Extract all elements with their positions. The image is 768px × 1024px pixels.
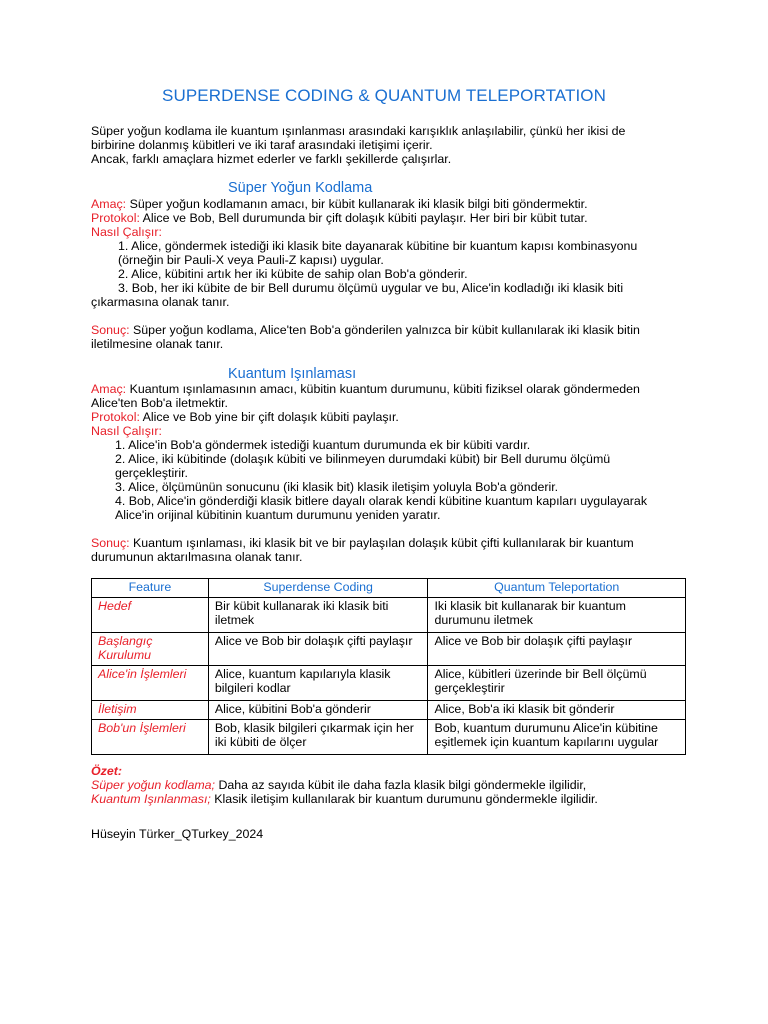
step-text: 1. Alice'in Bob'a göndermek istediği kuantum durumunda ek bir kübiti vardır. — [115, 438, 531, 452]
table-row — [92, 633, 686, 666]
table-cell: Iki klasik bit kullanarak bir kuantum durumunu iletmek — [428, 598, 686, 633]
comparison-table — [91, 578, 686, 755]
step-text: 2. Alice, kübitini artık her iki kübite de sahip olan Bob'a gönderir. — [118, 267, 468, 281]
feature-cell: İletişim — [92, 701, 209, 720]
feature-cell: Hedef — [92, 598, 209, 633]
superdense-step-cont: çıkarmasına olanak tanır. — [91, 295, 230, 309]
intro-line: Süper yoğun kodlama ile kuantum ışınlanması arasındaki karışıklık anlaşılabilir, çünkü her ikisi de — [91, 124, 626, 138]
purpose-text: Alice'ten Bob'a iletmektir. — [91, 396, 228, 410]
author-signature: Hüseyin Türker_QTurkey_2024 — [91, 827, 264, 841]
table-row — [92, 666, 686, 701]
summary-text: Daha az sayıda kübit ile daha fazla klasik bilgi göndermekle ilgilidir, — [215, 778, 587, 792]
protocol-text: Alice ve Bob, Bell durumunda bir çift dolaşık kübiti paylaşır. Her biri bir kübit tutar. — [139, 211, 588, 225]
table-cell: Bob, klasik bilgileri çıkarmak için her iki kübiti de ölçer — [208, 720, 428, 755]
teleport-heading: Kuantum Işınlaması — [228, 366, 357, 382]
teleport-protocol — [91, 410, 691, 424]
teleport-steps — [115, 438, 690, 522]
superdense-purpose — [91, 197, 691, 211]
table-cell: Alice, kübitini Bob'a gönderir — [208, 701, 428, 720]
purpose-text: Süper yoğun kodlamanın amacı, bir kübit kullanarak iki klasik bilgi biti göndermektir. — [126, 197, 588, 211]
table-row — [92, 701, 686, 720]
column-header: Quantum Teleportation — [428, 579, 686, 598]
step-text: (örneğin bir Pauli-X veya Pauli-Z kapısı) uygular. — [118, 253, 384, 267]
column-header: Feature — [92, 579, 209, 598]
table-cell: Alice ve Bob bir dolaşık çifti paylaşır — [208, 633, 428, 666]
table-cell: Alice ve Bob bir dolaşık çifti paylaşır — [428, 633, 686, 666]
result-text: Süper yoğun kodlama, Alice'ten Bob'a gönderilen yalnızca bir kübit kullanılarak iki klasik bitin — [129, 323, 640, 337]
protocol-label: Protokol: — [91, 211, 140, 225]
step-text: 2. Alice, iki kübitinde (dolaşık kübiti ve bilinmeyen durumdaki kübit) bir Bell durumu ölçümü — [115, 452, 611, 466]
table-cell: Bir kübit kullanarak iki klasik biti iletmek — [208, 598, 428, 633]
superdense-step — [118, 239, 688, 295]
table-row — [92, 598, 686, 633]
table-row — [92, 720, 686, 755]
feature-cell: Alice'in İşlemleri — [92, 666, 209, 701]
protocol-text: Alice ve Bob yine bir çift dolaşık kübiti paylaşır. — [139, 410, 399, 424]
teleport-result — [91, 536, 691, 564]
table-cell: Alice, kuantum kapılarıyla klasik bilgileri kodlar — [208, 666, 428, 701]
result-text: durumunun aktarılmasına olanak tanır. — [91, 550, 303, 564]
feature-cell: Başlangıç Kurulumu — [92, 633, 209, 666]
purpose-label: Amaç: — [91, 197, 127, 211]
summary — [91, 764, 691, 806]
result-label: Sonuç: — [91, 536, 130, 550]
summary-label: Özet: — [91, 764, 122, 778]
superdense-heading: Süper Yoğun Kodlama — [228, 180, 373, 196]
superdense-result — [91, 323, 691, 351]
table-cell: Bob, kuantum durumunu Alice'in kübitine eşitlemek için kuantum kapılarını uygular — [428, 720, 686, 755]
intro-line: Ancak, farklı amaçlara hizmet ederler ve farklı şekillerde çalışırlar. — [91, 152, 452, 166]
column-header: Superdense Coding — [208, 579, 428, 598]
intro-paragraph — [91, 124, 691, 166]
step-text: 3. Bob, her iki kübite de bir Bell durumu ölçümü uygular ve bu, Alice'in kodladığı iki klasik biti — [118, 281, 624, 295]
summary-term: Süper yoğun kodlama; — [91, 778, 215, 792]
result-text: Kuantum ışınlaması, iki klasik bit ve bir paylaşılan dolaşık kübit çifti kullanılarak bir kuantum — [129, 536, 634, 550]
table-header-row — [92, 579, 686, 598]
step-text: 4. Bob, Alice'in gönderdiği klasik bitlere dayalı olarak kendi kübitine kuantum kapıları uygulayarak — [115, 494, 648, 508]
step-text: 3. Alice, ölçümünün sonucunu (iki klasik bit) klasik iletişim yoluyla Bob'a gönderir. — [115, 480, 559, 494]
protocol-label: Protokol: — [91, 410, 140, 424]
intro-line: birbirine dolanmış kübitleri ve iki taraf arasındaki iletişimi içerir. — [91, 138, 433, 152]
feature-cell: Bob'un İşlemleri — [92, 720, 209, 755]
result-label: Sonuç: — [91, 323, 130, 337]
table-cell: Alice, Bob'a iki klasik bit gönderir — [428, 701, 686, 720]
purpose-label: Amaç: — [91, 382, 127, 396]
summary-term: Kuantum Işınlanması; — [91, 792, 211, 806]
superdense-protocol — [91, 211, 691, 225]
step-text: 1. Alice, göndermek istediği iki klasik bite dayanarak kübitine bir kuantum kapısı kombinasyonu — [118, 239, 638, 253]
summary-text: Klasik iletişim kullanılarak bir kuantum durumunu göndermekle ilgilidir. — [210, 792, 598, 806]
step-text: gerçekleştirir. — [115, 466, 188, 480]
superdense-how-label: Nasıl Çalışır: — [91, 225, 162, 239]
purpose-text: Kuantum ışınlamasının amacı, kübitin kuantum durumunu, kübiti fiziksel olarak göndermeden — [126, 382, 640, 396]
teleport-how-label: Nasıl Çalışır: — [91, 424, 162, 438]
teleport-purpose — [91, 382, 691, 410]
table-cell: Alice, kübitleri üzerinde bir Bell ölçümü gerçekleştirir — [428, 666, 686, 701]
page-title: SUPERDENSE CODING & QUANTUM TELEPORTATION — [162, 86, 606, 105]
result-text: iletilmesine olanak tanır. — [91, 337, 224, 351]
step-text: Alice'in orijinal kübitinin kuantum durumunu yeniden yaratır. — [115, 508, 441, 522]
